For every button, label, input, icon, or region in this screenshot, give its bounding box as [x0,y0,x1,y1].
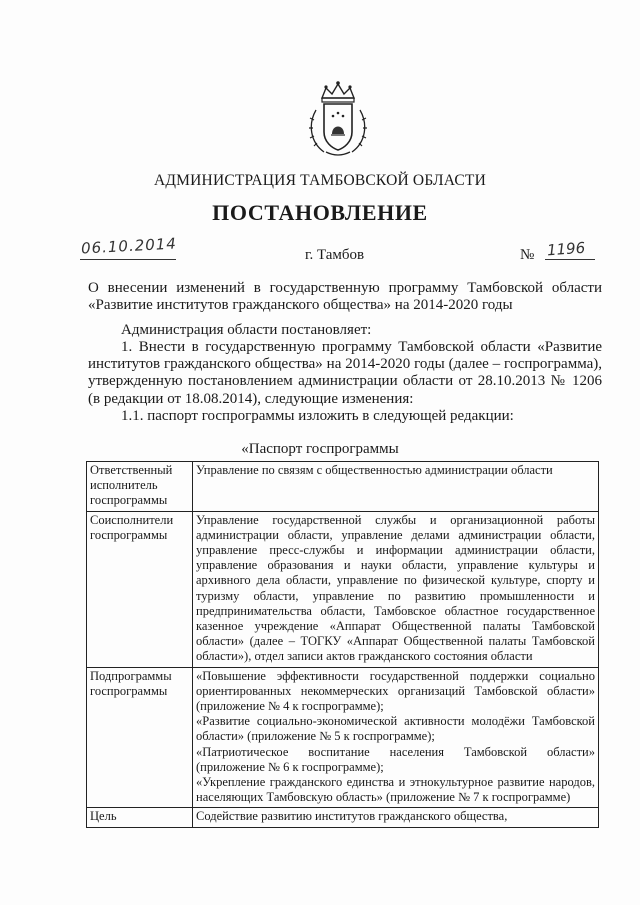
row-label: Цель [87,808,193,827]
table-row [87,808,599,827]
row-value [193,667,599,808]
row-label: Подпрограммы госпрограммы [87,667,193,808]
document-type-title: ПОСТАНОВЛЕНИЕ [212,200,428,225]
number-underline [545,259,595,260]
city-name: г. Тамбов [305,247,365,263]
row-label: Соисполнители госпрограммы [87,511,193,667]
number-label: № [520,247,535,263]
row-label: Ответственный исполнитель госпрограммы [87,462,193,512]
table-row [87,462,599,512]
organization-name: АДМИНИСТРАЦИЯ ТАМБОВСКОЙ ОБЛАСТИ [154,172,486,189]
subprogram-item: «Патриотическое воспитание населения Тамбовской области» (приложение № 6 к госпрограмме); [196,744,595,774]
passport-table [86,461,599,828]
coat-of-arms-emblem [302,80,374,160]
decree-phrase: Администрация области постановляет: [121,322,372,338]
document-subject: О внесении изменений в государственную программу Тамбовской области «Развитие институтов гражданского общества» на 2014-2020 годы [88,280,602,314]
row-value: Управление государственной службы и организационной работы администрации области, управление делами администрации области, управление пресс-службы и информации администрации области, управление образования и науки области, управление культуры и архивного дела области, управление по физической культуре, спорту и туризму области, управление по развитию промышленности и предпринимательства области, Тамбовское областное государственное казенное учреждение «Аппарат Общественной палаты Тамбовской области» (далее – ТОГКУ «Аппарат Общественной палаты Тамбовской области»), отдел записи актов гражданского состояния области [193,511,599,667]
row-value: Содействие развитию институтов гражданского общества, [193,808,599,827]
table-row [87,667,599,808]
handwritten-date: 06.10.2014 [80,234,178,258]
date-underline [80,259,176,260]
handwritten-number: 1196 [546,238,586,260]
table-row [87,511,599,667]
passport-title: «Паспорт госпрограммы [241,441,399,457]
subprogram-item: «Повышение эффективности государственной поддержки социально ориентированных некоммерческих организаций Тамбовской области» (приложение № 4 к госпрограмме); [196,668,595,714]
paragraph-item-1-1: 1.1. паспорт госпрограммы изложить в следующей редакции: [121,408,514,424]
row-value: Управление по связям с общественностью администрации области [193,462,599,512]
subprogram-item: «Укрепление гражданского единства и этнокультурное развитие народов, населяющих Тамбовскую область» (приложение № 7 к госпрограмме) [196,775,595,805]
paragraph-item-1: 1. Внести в государственную программу Тамбовской области «Развитие институтов гражданского общества» на 2014-2020 годы (далее – госпрограмма), утвержденную постановлением администрации области от 28.10.2013 № 1206 (в редакции от 18.08.2014), следующие изменения: [88,339,602,407]
subprogram-item: «Развитие социально-экономической активности молодёжи Тамбовской области» (приложение № 5 к госпрограмме); [196,714,595,744]
